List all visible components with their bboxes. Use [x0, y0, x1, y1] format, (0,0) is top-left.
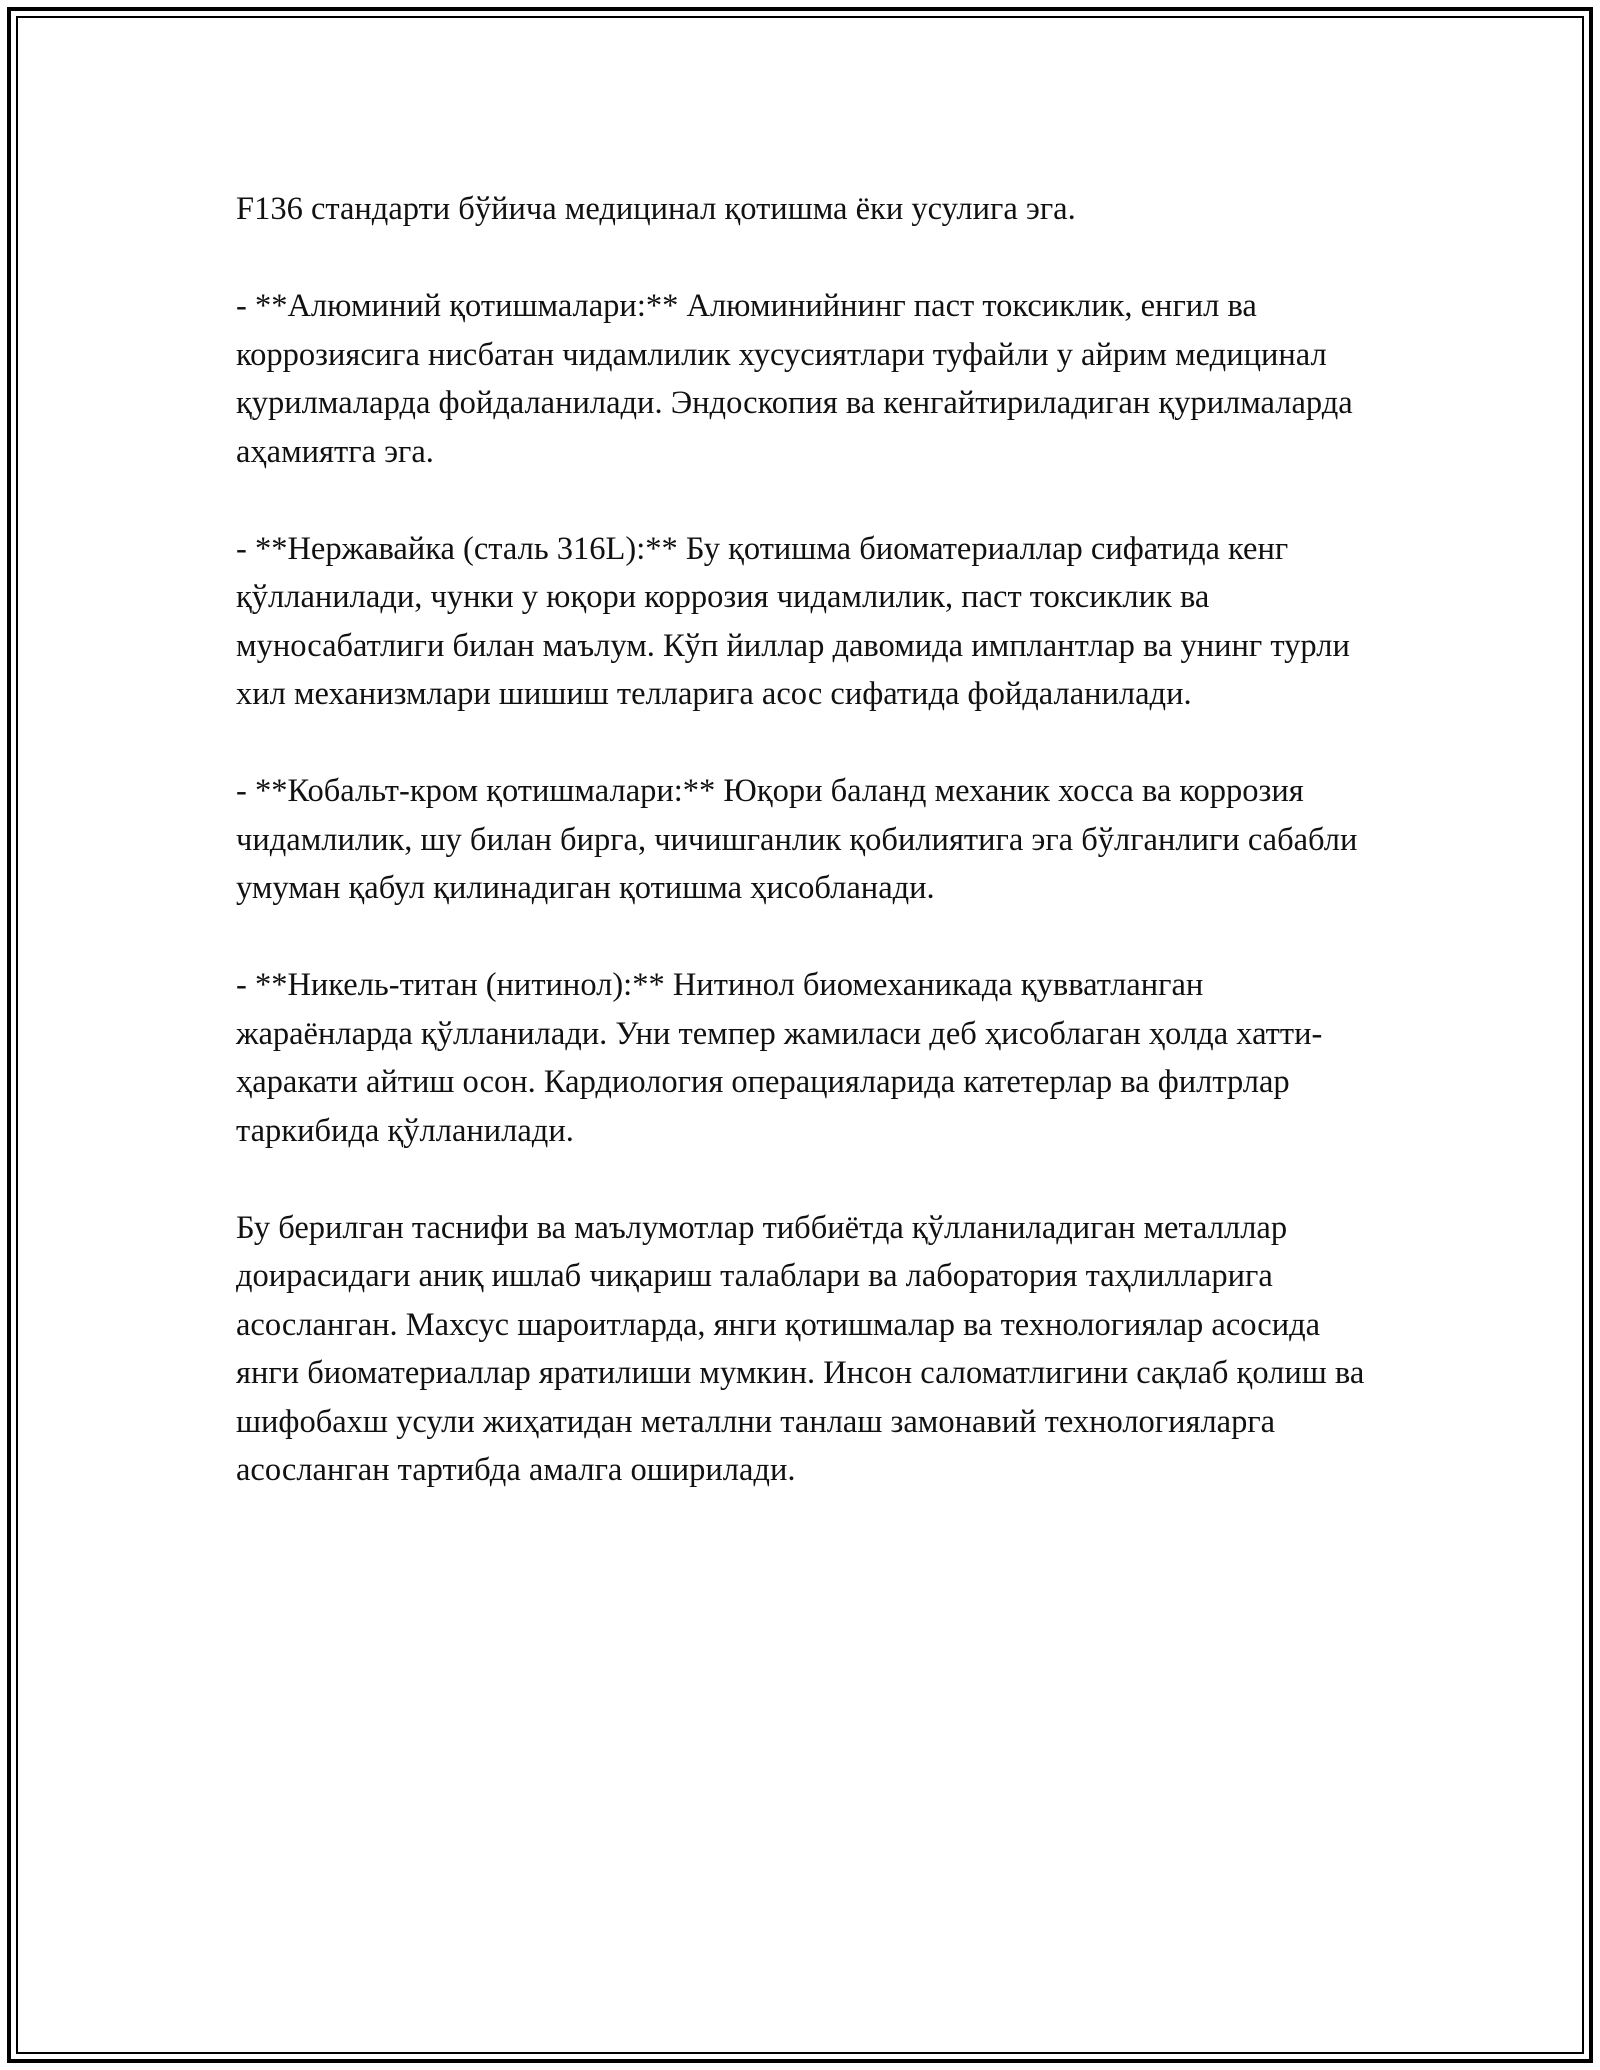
intro-paragraph: F136 стандарти бўйича медицинал қотишма ёки усулига эга. [236, 191, 1076, 227]
stainless-steel-paragraph: - **Нержавайка (сталь 316L):** Бу қотишма биоматериаллар сифатида кенг қўлланилади, чунки у юқори коррозия чидамлилик, паст токсиклик ва муносабатлиги билан маълум. Кўп йиллар давомида имплантлар ва унинг турли хил механизмлари шишиш телларига асос сифатида фойдаланилади. [236, 530, 1358, 712]
aluminum-alloys-paragraph: - **Алюминий қотишмалари:** Алюминийнинг паст токсиклик, енгил ва коррозиясига нисбатан чидамлилик хусусиятлари туфайли у айрим медицинал қурилмаларда фойдаланилади. Эндоскопия ва кенгайтириладиган қурилмаларда аҳамиятга эга. [236, 288, 1361, 470]
document-body [236, 185, 1376, 1543]
conclusion-paragraph: Бу берилган таснифи ва маълумотлар тиббиётда қўлланиладиган металллар доирасидаги аниқ ишлаб чиқариш талаблари ва лаборатория таҳлилларига асосланган. Махсус шароитларда, янги қотишмалар ва технологиялар асосида янги биоматериаллар яратилиши мумкин. Инсон саломатлигини сақлаб қолиш ва шифобахш усули жиҳатидан металлни танлаш замонавий технологияларга асосланган тартибда амалга оширилади. [236, 1209, 1373, 1488]
nickel-titanium-paragraph: - **Никель-титан (нитинол):** Нитинол биомеханикада қувватланган жараёнларда қўлланилади. Уни темпер жамиласи деб ҳисоблаган ҳолда хатти-ҳаракати айтиш осон. Кардиология операцияларида катетерлар ва филтрлар таркибида қўлланилади. [236, 967, 1323, 1149]
cobalt-chrome-paragraph: - **Кобальт-кром қотишмалари:** Юқори баланд механик хосса ва коррозия чидамлилик, шу билан бирга, чичишганлик қобилиятига эга бўлганлиги сабабли умуман қабул қилинадиган қотишма ҳисобланади. [236, 773, 1366, 906]
